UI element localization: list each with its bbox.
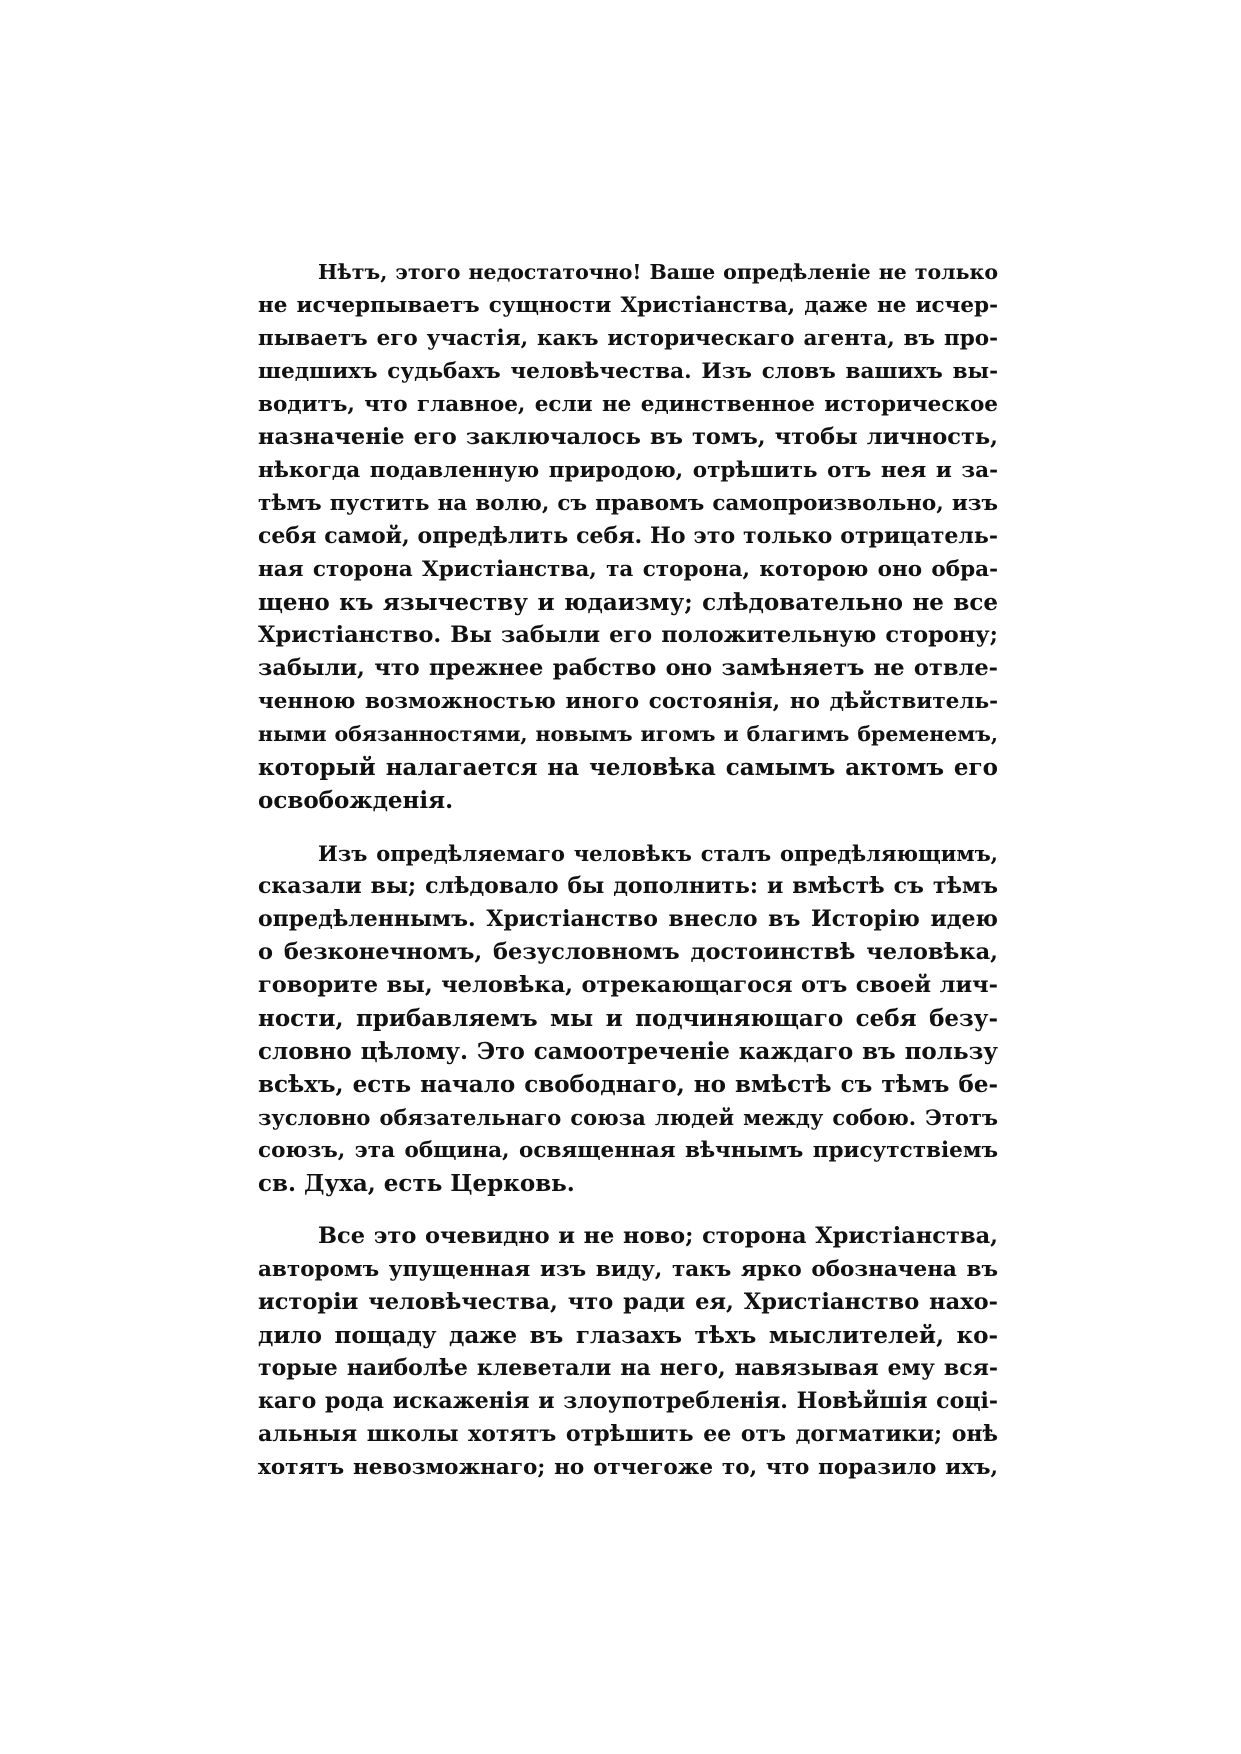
text-line: дило пощаду даже въ глазахъ тѣхъ мыслителей, ко-	[258, 1322, 998, 1349]
text-line: всѣхъ, есть начало свободнаго, но вмѣстѣ съ тѣмъ бе-	[258, 1071, 998, 1098]
text-line: забыли, что прежнее рабство оно замѣняетъ не отвле-	[258, 655, 998, 681]
text-line: себя самой, опредѣлить себя. Но это только отрицатель-	[258, 523, 998, 549]
paragraph-3	[258, 1220, 998, 1484]
text-line: ными обязанностями, новымъ игомъ и благимъ бременемъ,	[258, 722, 998, 746]
text-line: словно цѣлому. Это самоотреченіе каждаго въ пользу	[258, 1038, 998, 1065]
text-line: ченною возможностью иного состоянія, но дѣйствитель-	[258, 689, 998, 714]
text-line: не исчерпываетъ сущности Христіанства, даже не исчер-	[258, 293, 998, 318]
text-line: который налагается на человѣка самымъ актомъ его	[258, 754, 998, 781]
page-text	[258, 256, 998, 1484]
text-line: освобожденія.	[258, 787, 454, 814]
text-line: альныя школы хотятъ отрѣшить ее отъ догматики; онѣ	[258, 1421, 998, 1447]
text-line: торые наиболѣе клеветали на него, навязывая ему вся-	[258, 1355, 998, 1381]
text-line: ности, прибавляемъ мы и подчиняющаго себя безу-	[258, 1005, 998, 1032]
text-line: назначеніе его заключалось въ томъ, чтобы личность,	[258, 424, 998, 450]
text-line: ная сторона Христіанства, та сторона, которою оно обра-	[258, 557, 998, 582]
text-line: водитъ, что главное, если не единственное историческое	[258, 392, 998, 417]
text-line: Христіанство. Вы забыли его положительную сторону;	[258, 622, 998, 648]
text-line: авторомъ упущенная изъ виду, такъ ярко обозначена въ	[258, 1257, 998, 1282]
text-line: св. Духа, есть Церковь.	[258, 1170, 575, 1197]
text-line: хотятъ невозможнаго; но отчегоже то, что поразило ихъ,	[258, 1455, 998, 1480]
text-line: сказали вы; слѣдовало бы дополнить: и вмѣстѣ съ тѣмъ	[258, 873, 998, 899]
text-line: опредѣленнымъ. Христіанство внесло въ Исторію идею	[258, 906, 998, 932]
paragraph-1	[258, 256, 998, 817]
text-line: говорите вы, человѣка, отрекающагося отъ своей лич-	[258, 972, 998, 998]
text-line: пываетъ его участія, какъ историческаго агента, въ про-	[258, 326, 998, 351]
text-line: тѣмъ пустить на волю, съ правомъ самопроизвольно, изъ	[258, 491, 998, 516]
text-line: Все это очевидно и не ново; сторона Христіанства,	[318, 1223, 998, 1249]
text-line: союзъ, эта община, освященная вѣчнымъ присутствіемъ	[258, 1138, 998, 1163]
text-line: щено къ язычеству и юдаизму; слѣдовательно не все	[258, 589, 998, 616]
text-line: о безконечномъ, безусловномъ достоинствѣ человѣка,	[258, 939, 998, 965]
text-line: зусловно обязательнаго союза людей между собою. Этотъ	[258, 1105, 998, 1130]
paragraph-2	[258, 837, 998, 1200]
text-line: нѣкогда подавленную природою, отрѣшить отъ нея и за-	[258, 458, 998, 483]
text-line: шедшихъ судьбахъ человѣчества. Изъ словъ вашихъ вы-	[258, 359, 998, 384]
text-line: Нѣтъ, этого недостаточно! Ваше опредѣленіе не только	[318, 260, 998, 284]
text-line: Изъ опредѣляемаго человѣкъ сталъ опредѣляющимъ,	[318, 841, 998, 866]
text-line: исторіи человѣчества, что ради ея, Христіанство нахо-	[258, 1289, 998, 1315]
text-line: каго рода искаженія и злоупотребленія. Новѣйшія соці-	[258, 1388, 998, 1414]
